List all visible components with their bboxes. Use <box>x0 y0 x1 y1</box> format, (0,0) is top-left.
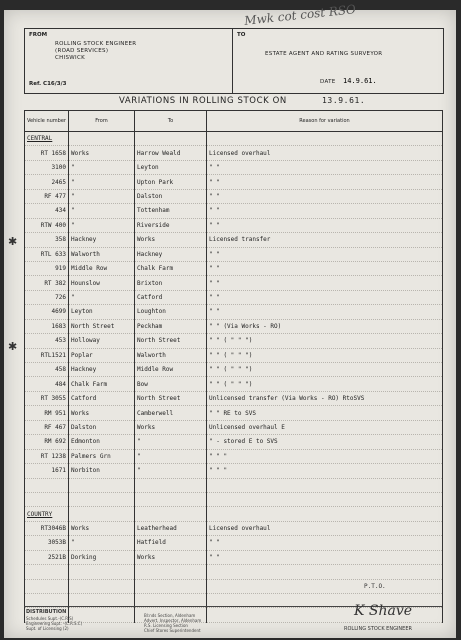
to-cell: Bow <box>135 377 207 391</box>
vehicle-number-cell: 1683 <box>25 319 69 333</box>
table-row <box>25 536 443 550</box>
reason-cell: " " " <box>207 449 443 463</box>
reason-cell: " " RE to SVS <box>207 406 443 420</box>
reason-cell: " " <box>207 175 443 189</box>
from-cell: Dalston <box>69 420 135 434</box>
reason-cell: " " ( " " ") <box>207 348 443 362</box>
table-row <box>25 247 443 261</box>
from-cell: Dorking <box>69 550 135 564</box>
table-row <box>25 334 443 348</box>
from-cell: Hackney <box>69 233 135 247</box>
vehicle-number-cell: RTW 400 <box>25 218 69 232</box>
reason-cell: " " ( " " ") <box>207 377 443 391</box>
to-cell: Leyton <box>135 160 207 174</box>
reason-cell: " " <box>207 218 443 232</box>
reason-cell: " " <box>207 204 443 218</box>
reason-cell: Licensed overhaul <box>207 146 443 160</box>
vehicle-number-cell: 458 <box>25 363 69 377</box>
distribution-list-left: Schedules Supt.-(C.R.S) Engineering Supt. -(C.R.S.C) Supt. of Licensing (2) <box>26 616 83 631</box>
reason-cell: " " <box>207 261 443 275</box>
to-cell: Camberwell <box>135 406 207 420</box>
table-row <box>25 348 443 362</box>
from-cell: Works <box>69 521 135 535</box>
table-row <box>25 521 443 535</box>
to-cell: Leatherhead <box>135 521 207 535</box>
asterisk-mark: ✱ <box>8 340 18 353</box>
vehicle-number-cell: RT 1658 <box>25 146 69 160</box>
from-cell <box>69 492 135 506</box>
title-date: 13.9.61. <box>322 96 366 105</box>
reason-cell: " " <box>207 550 443 564</box>
section-label: CENTRAL <box>25 132 69 146</box>
vehicle-number-cell: 453 <box>25 334 69 348</box>
reason-cell: " " " <box>207 464 443 478</box>
vehicle-number-cell: RT 3055 <box>25 391 69 405</box>
pto-note: P.T.O. <box>364 583 386 590</box>
footer <box>24 603 442 635</box>
col-vehicle: Vehicle number <box>25 111 69 132</box>
reason-cell <box>207 478 443 492</box>
table-row <box>25 319 443 333</box>
reason-cell: Licensed overhaul <box>207 521 443 535</box>
table-row <box>25 435 443 449</box>
from-cell: " <box>69 175 135 189</box>
from-cell: " <box>69 218 135 232</box>
to-cell: Works <box>135 233 207 247</box>
reason-cell: " " <box>207 276 443 290</box>
reason-cell: " " <box>207 305 443 319</box>
from-cell: Catford <box>69 391 135 405</box>
from-cell <box>69 579 135 593</box>
reason-cell <box>207 565 443 579</box>
vehicle-number-cell: RM 692 <box>25 435 69 449</box>
from-cell: Palmers Grn <box>69 449 135 463</box>
to-cell: Upton Park <box>135 175 207 189</box>
from-cell: Works <box>69 406 135 420</box>
from-cell: Poplar <box>69 348 135 362</box>
ref-number: Ref. C16/3/3 <box>29 81 67 87</box>
table-row <box>25 464 443 478</box>
from-cell: Norbiton <box>69 464 135 478</box>
table-row <box>25 146 443 160</box>
table-row <box>25 189 443 203</box>
vehicle-number-cell: 4699 <box>25 305 69 319</box>
vehicle-number-cell: RT 382 <box>25 276 69 290</box>
distribution-list-mid: Bl:nds Section, Aldenham Advert. Inspector, Aldenham R.S. Licensing Section Chief Stores Superintendent <box>144 613 202 633</box>
section-label: COUNTRY <box>25 507 69 521</box>
table-row <box>25 449 443 463</box>
to-cell: Hackney <box>135 247 207 261</box>
from-cell: " <box>69 204 135 218</box>
vehicle-number-cell: 484 <box>25 377 69 391</box>
table-row <box>25 406 443 420</box>
vehicle-number-cell: RTL1521 <box>25 348 69 362</box>
from-cell: Hounslow <box>69 276 135 290</box>
vehicle-number-cell: 1671 <box>25 464 69 478</box>
to-cell: Walworth <box>135 348 207 362</box>
to-cell: Harrow Weald <box>135 146 207 160</box>
reason-cell: " " ( " " ") <box>207 363 443 377</box>
vehicle-number-cell <box>25 492 69 506</box>
from-block: ROLLING STOCK ENGINEER (ROAD SERVICES) CHISWICK <box>55 41 137 61</box>
reason-cell: Unlicensed transfer (Via Works - RO) RtoSVS <box>207 391 443 405</box>
document-sheet <box>4 2 456 638</box>
table-row <box>25 478 443 492</box>
from-cell: Leyton <box>69 305 135 319</box>
vehicle-number-cell: RF 467 <box>25 420 69 434</box>
to-cell: " <box>135 449 207 463</box>
table-row <box>25 565 443 579</box>
distribution-label: DISTRIBUTION <box>26 609 67 615</box>
to-cell: Tottenham <box>135 204 207 218</box>
from-cell: Middle Row <box>69 261 135 275</box>
reason-cell: " " <box>207 536 443 550</box>
to-cell <box>135 579 207 593</box>
vehicle-number-cell <box>25 579 69 593</box>
to-cell: Peckham <box>135 319 207 333</box>
vehicle-number-cell: 434 <box>25 204 69 218</box>
vehicle-number-cell: RTL 633 <box>25 247 69 261</box>
vehicle-number-cell: 2521B <box>25 550 69 564</box>
to-cell: " <box>135 435 207 449</box>
to-cell: " <box>135 464 207 478</box>
col-from: From <box>69 111 135 132</box>
to-cell: North Street <box>135 391 207 405</box>
signature: K Shave <box>354 603 413 619</box>
signatory-title: ROLLING STOCK ENGINEER <box>344 626 412 632</box>
table-row <box>25 204 443 218</box>
table-header <box>25 111 443 132</box>
to-cell: Works <box>135 550 207 564</box>
vehicle-number-cell: 2465 <box>25 175 69 189</box>
vehicle-number-cell: RT3046B <box>25 521 69 535</box>
reason-cell: " " <box>207 189 443 203</box>
date-label: DATE <box>320 79 336 85</box>
col-reason: Reason for variation <box>207 111 443 132</box>
table-row <box>25 363 443 377</box>
col-to: To <box>135 111 207 132</box>
reason-cell: " - stored E to SVS <box>207 435 443 449</box>
from-cell: Chalk Farm <box>69 377 135 391</box>
from-cell: North Street <box>69 319 135 333</box>
document-title: VARIATIONS IN ROLLING STOCK ON 13.9.61. <box>119 96 366 106</box>
to-cell <box>135 492 207 506</box>
section-row <box>25 507 443 521</box>
from-cell: Hackney <box>69 363 135 377</box>
to-cell: Dalston <box>135 189 207 203</box>
table-row <box>25 175 443 189</box>
from-cell: Walworth <box>69 247 135 261</box>
from-cell: Edmonton <box>69 435 135 449</box>
variations-table <box>24 110 443 623</box>
reason-cell: " " <box>207 247 443 261</box>
table-row <box>25 492 443 506</box>
reason-cell: " " (Via Works - RO) <box>207 319 443 333</box>
reason-cell: " " <box>207 290 443 304</box>
to-cell: Brixton <box>135 276 207 290</box>
vehicle-number-cell: 3100 <box>25 160 69 174</box>
vehicle-number-cell: RT 1238 <box>25 449 69 463</box>
table-row <box>25 233 443 247</box>
table-row <box>25 218 443 232</box>
to-recipient: ESTATE AGENT AND RATING SURVEYOR <box>265 51 383 57</box>
to-cell: Loughton <box>135 305 207 319</box>
reason-cell <box>207 492 443 506</box>
reason-cell: Licensed transfer <box>207 233 443 247</box>
from-cell: " <box>69 160 135 174</box>
from-cell: Holloway <box>69 334 135 348</box>
date-value: 14.9.61. <box>343 77 377 85</box>
vehicle-number-cell <box>25 478 69 492</box>
table-row <box>25 261 443 275</box>
vehicle-number-cell: 3053B <box>25 536 69 550</box>
from-cell: " <box>69 290 135 304</box>
from-cell: " <box>69 189 135 203</box>
table-row <box>25 391 443 405</box>
to-cell <box>135 478 207 492</box>
reason-cell <box>207 579 443 593</box>
reason-cell: " " <box>207 160 443 174</box>
header-box <box>24 28 444 94</box>
to-cell: Middle Row <box>135 363 207 377</box>
to-cell: Chalk Farm <box>135 261 207 275</box>
from-cell: " <box>69 536 135 550</box>
to-cell: Works <box>135 420 207 434</box>
to-label: TO <box>237 32 246 38</box>
to-cell <box>135 565 207 579</box>
from-label: FROM <box>29 32 48 38</box>
table-row <box>25 420 443 434</box>
to-cell: Catford <box>135 290 207 304</box>
to-cell: Riverside <box>135 218 207 232</box>
reason-cell: Unlicensed overhaul E <box>207 420 443 434</box>
asterisk-mark: ✱ <box>8 235 18 248</box>
handwritten-note: Mwk cot cost RSO <box>243 2 357 28</box>
table-row <box>25 276 443 290</box>
section-row <box>25 132 443 146</box>
vehicle-number-cell <box>25 565 69 579</box>
vehicle-number-cell: 358 <box>25 233 69 247</box>
from-cell <box>69 478 135 492</box>
from-cell: Works <box>69 146 135 160</box>
vehicle-number-cell: RF 477 <box>25 189 69 203</box>
table-row <box>25 290 443 304</box>
vehicle-number-cell: 726 <box>25 290 69 304</box>
table-row <box>25 160 443 174</box>
from-cell <box>69 565 135 579</box>
vehicle-number-cell: 919 <box>25 261 69 275</box>
reason-cell: " " ( " " ") <box>207 334 443 348</box>
to-cell: North Street <box>135 334 207 348</box>
table-row <box>25 377 443 391</box>
table-row <box>25 550 443 564</box>
vehicle-number-cell: RM 951 <box>25 406 69 420</box>
to-cell: Hatfield <box>135 536 207 550</box>
table-row <box>25 305 443 319</box>
